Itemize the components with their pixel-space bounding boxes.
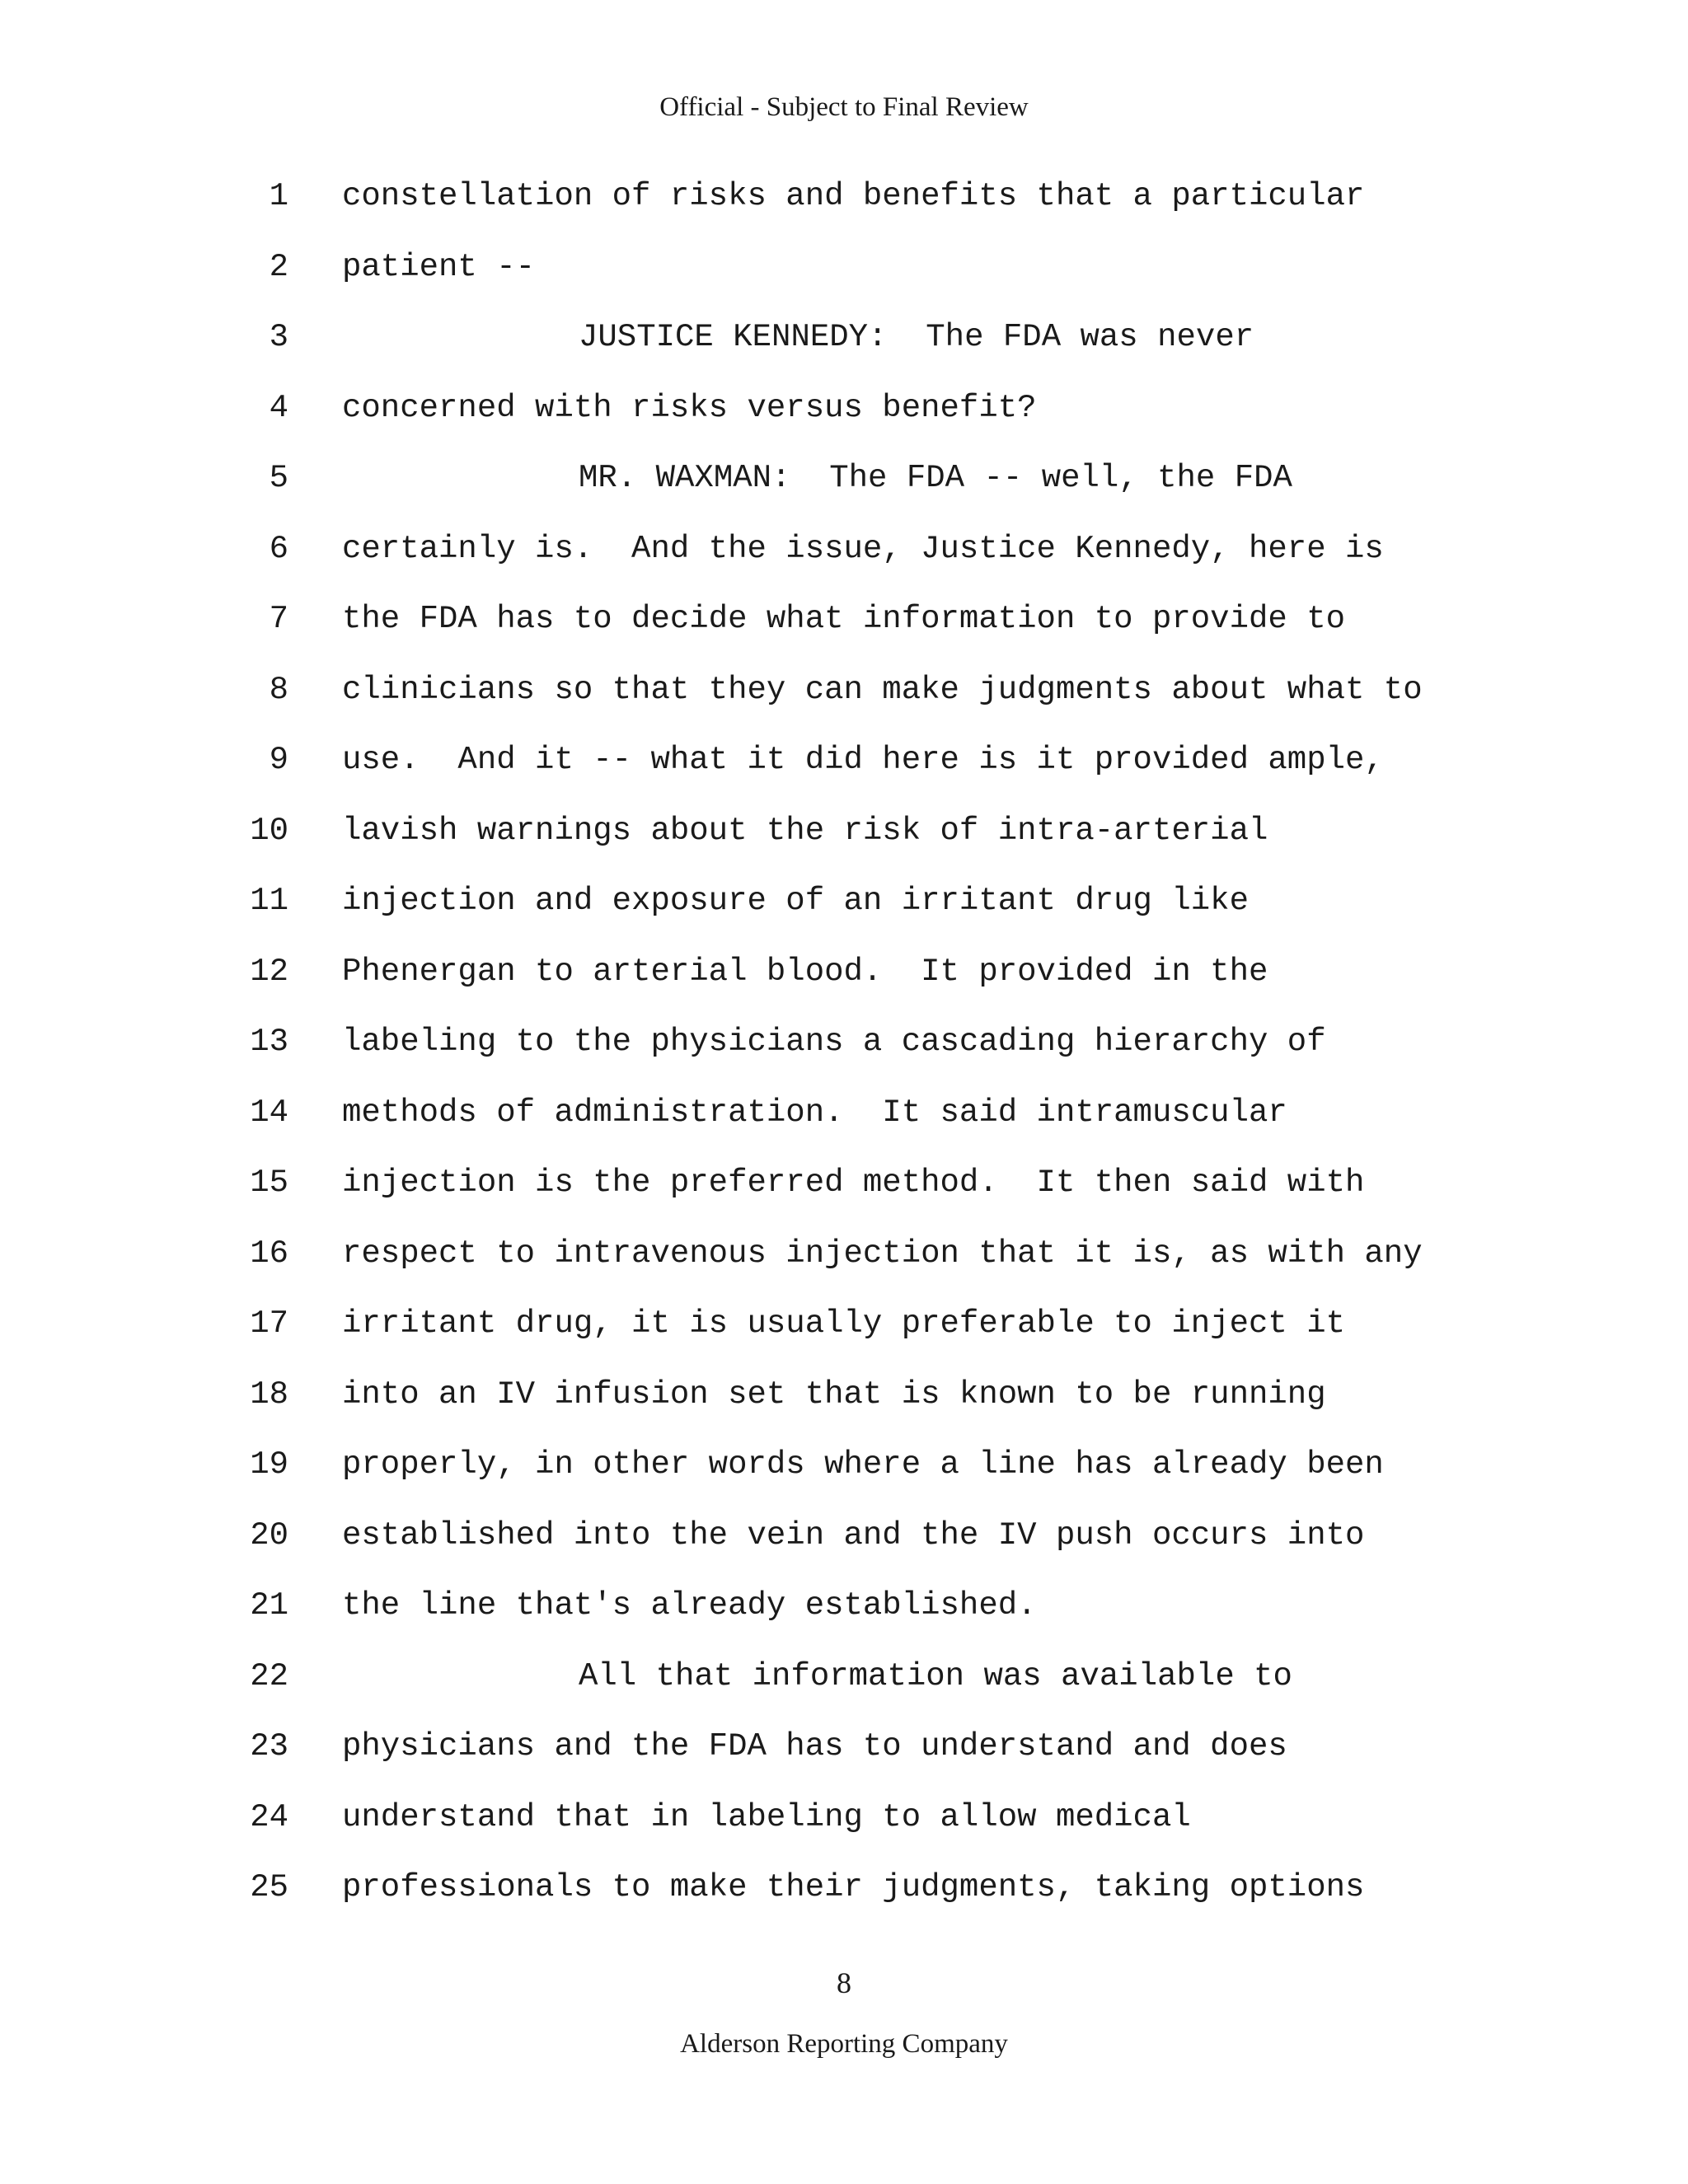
- line-number: 21: [250, 1587, 288, 1624]
- transcript-line: [0, 1370, 1688, 1441]
- line-text: the line that's already established.: [342, 1587, 1037, 1624]
- line-number: 3: [269, 319, 288, 355]
- line-text: concerned with risks versus benefit?: [342, 389, 1037, 426]
- transcript-line: [0, 1158, 1688, 1229]
- line-text: constellation of risks and benefits that a particular: [342, 178, 1365, 214]
- transcript-line: [0, 1722, 1688, 1793]
- transcript-line: [0, 383, 1688, 454]
- line-text: into an IV infusion set that is known to be running: [342, 1376, 1326, 1413]
- transcript-line: [0, 1229, 1688, 1300]
- line-text: established into the vein and the IV push occurs into: [342, 1516, 1365, 1554]
- line-text: JUSTICE KENNEDY: The FDA was never: [579, 319, 1254, 355]
- page-footer: Alderson Reporting Company: [680, 2029, 1008, 2059]
- line-number: 23: [250, 1728, 288, 1765]
- transcript-line: [0, 1863, 1688, 1933]
- transcript-line: [0, 1581, 1688, 1652]
- line-text: properly, in other words where a line has already been: [342, 1446, 1384, 1483]
- line-text: methods of administration. It said intramuscular: [342, 1094, 1287, 1131]
- line-number: 16: [250, 1235, 288, 1272]
- line-text: use. And it -- what it did here is it provided ample,: [342, 742, 1384, 778]
- transcript-line: [0, 1017, 1688, 1088]
- line-text: certainly is. And the issue, Justice Kennedy, here is: [342, 530, 1384, 567]
- line-number: 13: [250, 1024, 288, 1060]
- transcript-body: [0, 171, 1688, 1933]
- line-number: 8: [269, 671, 288, 708]
- line-text: MR. WAXMAN: The FDA -- well, the FDA: [579, 460, 1292, 496]
- line-number: 25: [250, 1869, 288, 1905]
- line-number: 1: [269, 178, 288, 214]
- line-text: physicians and the FDA has to understand and does: [342, 1728, 1287, 1765]
- line-text: clinicians so that they can make judgments about what to: [342, 671, 1423, 708]
- line-text: Phenergan to arterial blood. It provided in the: [342, 953, 1268, 990]
- transcript-line: [0, 735, 1688, 806]
- line-number: 15: [250, 1165, 288, 1201]
- line-number: 9: [269, 742, 288, 778]
- line-text: lavish warnings about the risk of intra-arterial: [342, 812, 1268, 849]
- page-number: 8: [837, 1966, 851, 1999]
- line-text: All that information was available to: [579, 1657, 1292, 1694]
- line-text: understand that in labeling to allow medical: [342, 1798, 1191, 1835]
- transcript-line: [0, 947, 1688, 1018]
- line-number: 7: [269, 601, 288, 637]
- line-number: 17: [250, 1305, 288, 1342]
- line-text: patient --: [342, 248, 536, 285]
- line-number: 22: [250, 1657, 288, 1694]
- transcript-line: [0, 1511, 1688, 1582]
- transcript-line: [0, 171, 1688, 242]
- transcript-line: [0, 524, 1688, 595]
- line-number: 5: [269, 460, 288, 496]
- transcript-line: [0, 876, 1688, 947]
- line-number: 2: [269, 248, 288, 285]
- line-text: professionals to make their judgments, taking options: [342, 1869, 1365, 1905]
- line-number: 12: [250, 953, 288, 990]
- line-number: 24: [250, 1798, 288, 1835]
- line-text: respect to intravenous injection that it is, as with any: [342, 1235, 1423, 1272]
- transcript-line: [0, 594, 1688, 665]
- line-number: 11: [250, 883, 288, 919]
- page-header: Official - Subject to Final Review: [659, 92, 1029, 122]
- line-text: irritant drug, it is usually preferable to inject it: [342, 1305, 1345, 1342]
- line-number: 4: [269, 389, 288, 426]
- transcript-line: [0, 665, 1688, 736]
- line-number: 6: [269, 530, 288, 567]
- transcript-line: [0, 312, 1688, 383]
- transcript-line: [0, 806, 1688, 877]
- transcript-line: [0, 1652, 1688, 1722]
- transcript-line: [0, 1299, 1688, 1370]
- line-number: 14: [250, 1094, 288, 1131]
- line-number: 20: [250, 1516, 288, 1554]
- transcript-line: [0, 242, 1688, 313]
- transcript-line: [0, 1088, 1688, 1159]
- transcript-line: [0, 1793, 1688, 1863]
- line-text: injection and exposure of an irritant drug like: [342, 883, 1249, 919]
- line-number: 19: [250, 1446, 288, 1483]
- line-number: 10: [250, 812, 288, 849]
- line-text: labeling to the physicians a cascading hierarchy of: [342, 1024, 1326, 1060]
- line-text: the FDA has to decide what information to provide to: [342, 601, 1345, 637]
- line-text: injection is the preferred method. It then said with: [342, 1165, 1365, 1201]
- transcript-line: [0, 1440, 1688, 1511]
- transcript-line: [0, 453, 1688, 524]
- line-number: 18: [250, 1376, 288, 1413]
